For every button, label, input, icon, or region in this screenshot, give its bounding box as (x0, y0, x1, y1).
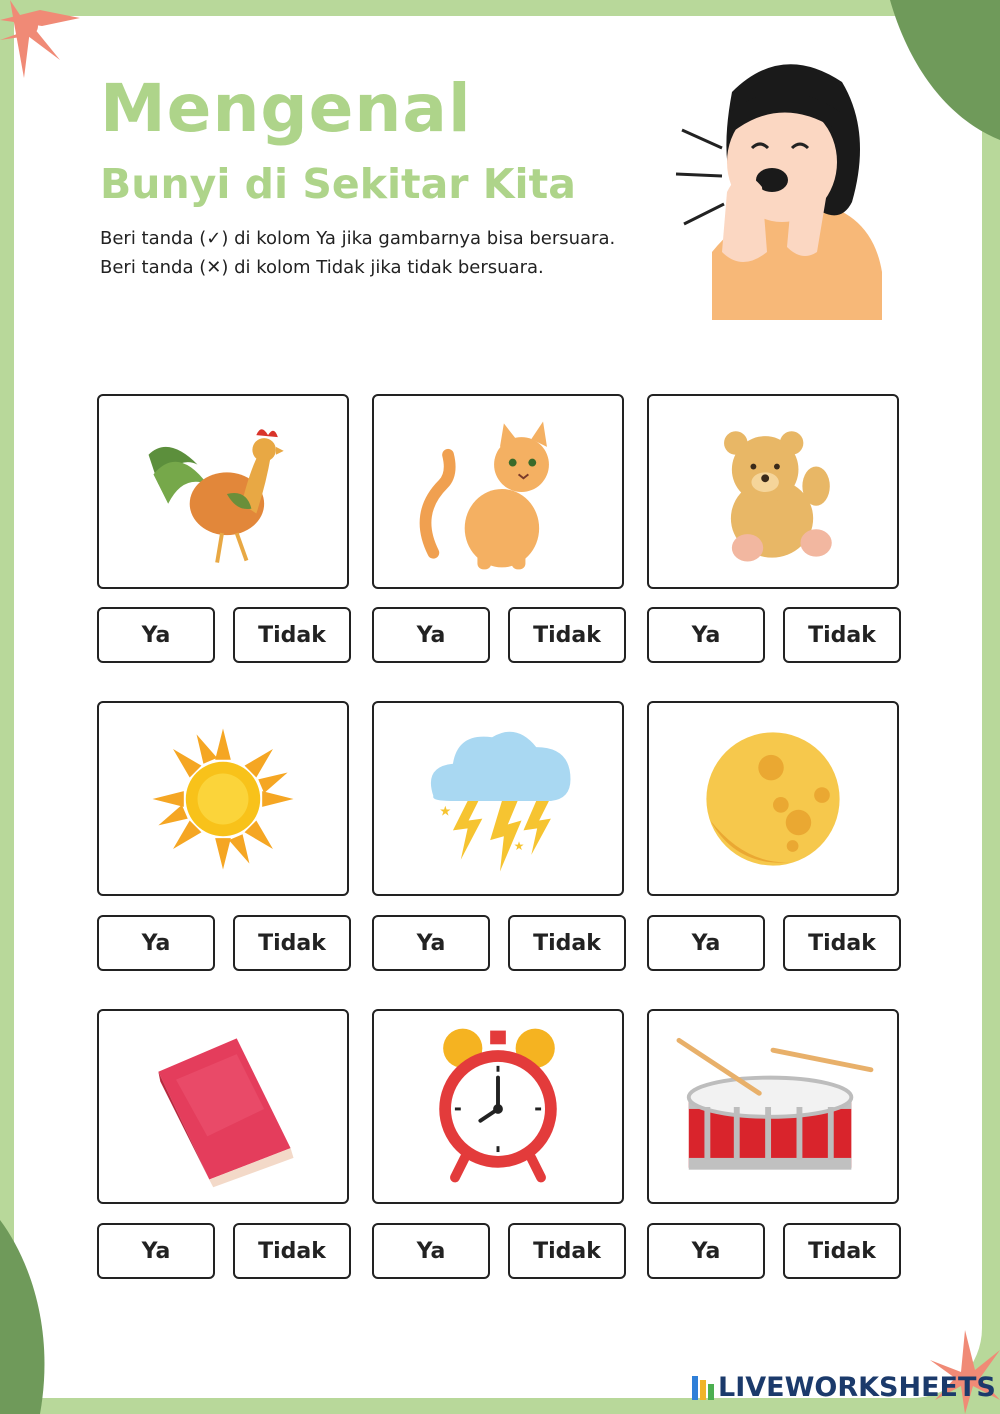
svg-text:★: ★ (513, 839, 525, 853)
cross-icon: ✕ (206, 257, 222, 278)
picture-card-sun (97, 701, 349, 896)
answer-no-button[interactable]: Tidak (233, 1223, 351, 1279)
checkmark-icon: ✓ (206, 228, 222, 249)
picture-card-drum (647, 1009, 899, 1204)
moon-icon (649, 703, 897, 894)
page-subtitle: Bunyi di Sekitar Kita (100, 160, 576, 208)
picture-card-alarm-clock (372, 1009, 624, 1204)
coral-decoration-icon (0, 0, 90, 90)
leaf-decoration-icon (0, 1220, 60, 1414)
picture-card-thunder-cloud (372, 701, 624, 896)
answer-no-button[interactable]: Tidak (783, 1223, 901, 1279)
liveworksheets-logo-icon (692, 1376, 714, 1400)
answer-no-button[interactable]: Tidak (783, 607, 901, 663)
instruction-line: Beri tanda (✓) di kolom Ya jika gambarnya bisa bersuara. (100, 228, 616, 249)
picture-card-book (97, 1009, 349, 1204)
picture-card-cat (372, 394, 624, 589)
answer-yes-button[interactable]: Ya (372, 1223, 490, 1279)
teddy-bear-icon (649, 396, 897, 587)
page-title: Mengenal (100, 70, 472, 147)
picture-card-moon (647, 701, 899, 896)
shouting-girl-illustration (672, 52, 892, 320)
liveworksheets-logo[interactable]: LIVEWORKSHEETS (718, 1372, 996, 1403)
cat-icon (374, 396, 622, 587)
answer-no-button[interactable]: Tidak (508, 1223, 626, 1279)
answer-no-button[interactable]: Tidak (508, 915, 626, 971)
leaf-decoration-icon (890, 0, 1000, 140)
answer-yes-button[interactable]: Ya (372, 915, 490, 971)
picture-card-teddy-bear (647, 394, 899, 589)
svg-text:★: ★ (439, 803, 452, 819)
answer-yes-button[interactable]: Ya (97, 915, 215, 971)
rooster-icon (99, 396, 347, 587)
answer-yes-button[interactable]: Ya (97, 607, 215, 663)
alarm-clock-icon (374, 1011, 622, 1202)
answer-no-button[interactable]: Tidak (233, 607, 351, 663)
drum-icon (649, 1011, 897, 1202)
answer-yes-button[interactable]: Ya (647, 607, 765, 663)
instruction-line: Beri tanda (✕) di kolom Tidak jika tidak bersuara. (100, 257, 544, 278)
answer-yes-button[interactable]: Ya (372, 607, 490, 663)
sun-icon (99, 703, 347, 894)
answer-yes-button[interactable]: Ya (647, 1223, 765, 1279)
book-icon (99, 1011, 347, 1202)
answer-yes-button[interactable]: Ya (97, 1223, 215, 1279)
answer-no-button[interactable]: Tidak (233, 915, 351, 971)
answer-no-button[interactable]: Tidak (783, 915, 901, 971)
picture-card-rooster (97, 394, 349, 589)
thunder-cloud-icon (374, 703, 622, 894)
answer-no-button[interactable]: Tidak (508, 607, 626, 663)
answer-yes-button[interactable]: Ya (647, 915, 765, 971)
